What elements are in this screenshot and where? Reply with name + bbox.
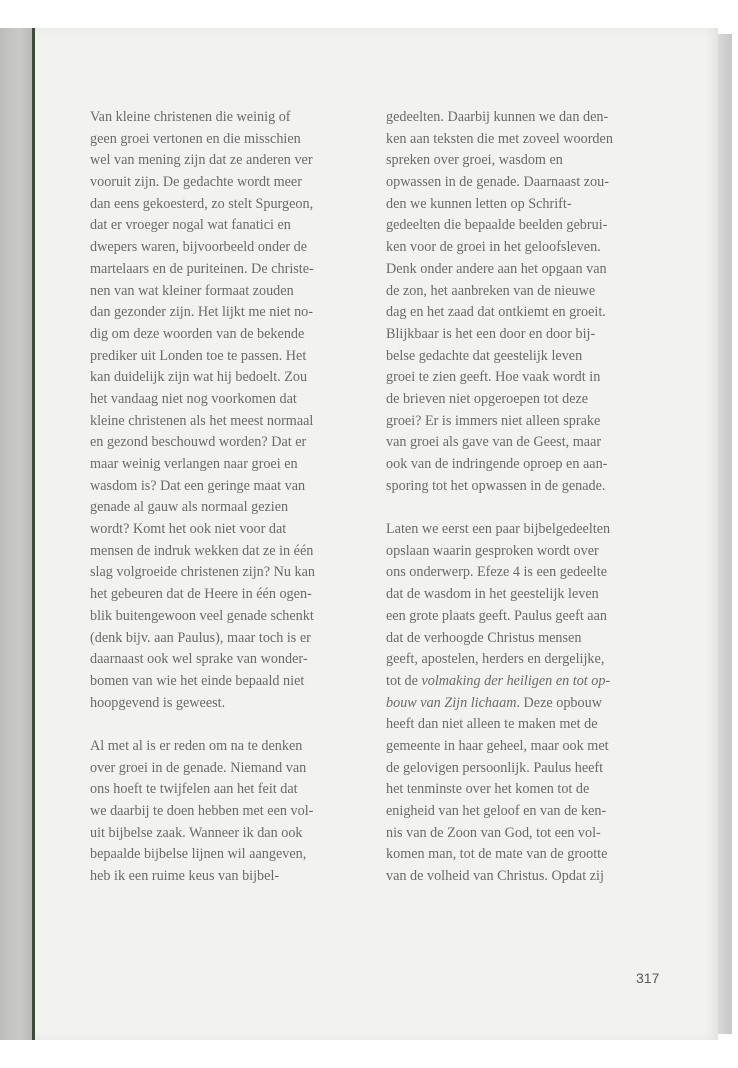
book-gutter (0, 28, 36, 1040)
text-line: Denk onder andere aan het opgaan van (386, 260, 607, 277)
text-line: dat er vroeger nogal wat fanatici en (90, 217, 291, 234)
text-line: maar weinig verlangen naar groei en (90, 456, 298, 472)
text-line: een grote plaats geeft. Paulus geeft aan (386, 607, 607, 624)
text-line: nis van de Zoon van God, tot een vol- (386, 824, 601, 841)
left-paragraph-1 (90, 107, 352, 714)
text-line: van groei als gave van de Geest, maar (386, 434, 602, 451)
text-line: de gelovigen persoonlijk. Paulus heeft (386, 759, 604, 776)
text-line: opwassen in de genade. Daarnaast zou- (386, 174, 609, 191)
page-number: 317 (636, 970, 660, 986)
page-edge (718, 34, 732, 1034)
text-line: nen van wat kleiner formaat zouden (90, 282, 294, 299)
text-line: sporing tot het opwassen in de genade. (386, 477, 606, 494)
text-line: kan duidelijk zijn wat hij bedoelt. Zou (90, 369, 308, 386)
text-line: komen man, tot de mate van de grootte (386, 846, 608, 863)
text-line: we daarbij te doen hebben met een vol- (90, 803, 314, 819)
text-line: ken voor de groei in het geloofsleven. (386, 239, 601, 256)
text-span: . Deze opbouw (516, 694, 602, 711)
text-line: heeft dan niet alleen te maken met de (386, 716, 598, 733)
text-line: genade al gauw als normaal gezien (90, 499, 289, 516)
text-line (386, 693, 648, 715)
italic-quote: volmaking der heiligen en tot op- (421, 672, 611, 689)
text-span: tot de (386, 672, 422, 689)
text-line: Blijkbaar is het een door en door bij- (386, 325, 596, 342)
paragraph-gap (90, 714, 352, 736)
text-line: (denk bijv. aan Paulus), maar toch is er (90, 629, 311, 646)
text-line: enigheid van het geloof en van de ken- (386, 803, 607, 819)
text-line: vooruit zijn. De gedachte wordt meer (90, 174, 302, 191)
right-paragraph-1 (386, 107, 648, 497)
text-line: van de volheid van Christus. Opdat zij (386, 868, 604, 885)
text-line: ons hoeft te twijfelen aan het feit dat (90, 781, 298, 798)
paragraph-gap (386, 497, 648, 519)
text-line: wel van mening zijn dat ze anderen ver (90, 152, 313, 169)
left-text-column (90, 107, 352, 888)
text-line: en gezond beschouwd worden? Dat er (90, 434, 307, 451)
right-text-column (386, 107, 648, 888)
text-line: ken aan teksten die met zoveel woorden (386, 130, 613, 147)
text-line: wordt? Komt het ook niet voor dat (90, 521, 287, 538)
text-line: Al met al is er reden om na te denken (90, 737, 303, 754)
text-line: blik buitengewoon veel genade schenkt (90, 607, 314, 624)
text-line: uit bijbelse zaak. Wanneer ik dan ook (90, 824, 303, 841)
left-paragraph-2 (90, 736, 352, 888)
text-line: gemeente in haar geheel, maar ook met (386, 737, 609, 754)
text-line: ons onderwerp. Efeze 4 is een gedeelte (386, 564, 607, 581)
right-paragraph-2 (386, 519, 648, 888)
italic-quote: bouw van Zijn lichaam (386, 694, 517, 711)
text-line: geeft, apostelen, herders en dergelijke, (386, 651, 605, 668)
text-line: groei te zien geeft. Hoe vaak wordt in (386, 369, 601, 386)
text-line (386, 671, 648, 693)
text-line: dag en het zaad dat ontkiemt en groeit. (386, 304, 606, 321)
text-line: dat de wasdom in het geestelijk leven (386, 586, 599, 603)
text-line: wasdom is? Dat een geringe maat van (90, 477, 306, 494)
text-line: Van kleine christenen die weinig of (90, 109, 291, 125)
text-line: geen groei vertonen en die misschien (90, 130, 301, 147)
text-line: dan gezonder zijn. Het lijkt me niet no- (90, 304, 313, 321)
text-line: martelaars en de puriteinen. De christe- (90, 260, 314, 277)
text-line: dan eens gekoesterd, zo stelt Spurgeon, (90, 195, 314, 212)
text-line: het tenminste over het komen tot de (386, 781, 590, 798)
text-line: den we kunnen letten op Schrift- (386, 195, 572, 212)
text-line: het vandaag niet nog voorkomen dat (90, 390, 297, 407)
text-line: de zon, het aanbreken van de nieuwe (386, 282, 596, 299)
text-line: dig om deze woorden van de bekende (90, 325, 305, 342)
text-line: de brieven niet opgeroepen tot deze (386, 390, 589, 407)
text-line: kleine christenen als het meest normaal (90, 412, 314, 429)
text-line: prediker uit Londen toe te passen. Het (90, 347, 307, 364)
text-line: heb ik een ruime keus van bijbel- (90, 868, 280, 885)
text-line: opslaan waarin gesproken wordt over (386, 542, 599, 559)
text-line: dat de verhoogde Christus mensen (386, 629, 582, 646)
text-line: het gebeuren dat de Heere in één ogen- (90, 586, 312, 603)
text-line: gedeelten. Daarbij kunnen we dan den- (386, 109, 609, 125)
book-spine (32, 28, 35, 1040)
text-line: groei? Er is immers niet alleen sprake (386, 412, 601, 429)
text-line: slag volgroeide christenen zijn? Nu kan (90, 564, 315, 581)
text-line: hoopgevend is geweest. (90, 694, 226, 711)
text-line: Laten we eerst een paar bijbelgedeelten (386, 521, 611, 538)
text-line: bomen van wie het einde bepaald niet (90, 672, 305, 689)
text-line: gedeelten die bepaalde beelden gebrui- (386, 217, 608, 234)
text-line: mensen de indruk wekken dat ze in één (90, 542, 314, 559)
text-line: over groei in de genade. Niemand van (90, 759, 307, 776)
text-line: spreken over groei, wasdom en (386, 152, 563, 169)
text-line: dwepers waren, bijvoorbeeld onder de (90, 239, 308, 256)
text-line: belse gedachte dat geestelijk leven (386, 347, 583, 364)
text-line: ook van de indringende oproep en aan- (386, 456, 608, 472)
text-line: daarnaast ook wel sprake van wonder- (90, 651, 308, 668)
text-line: bepaalde bijbelse lijnen wil aangeven, (90, 846, 307, 863)
